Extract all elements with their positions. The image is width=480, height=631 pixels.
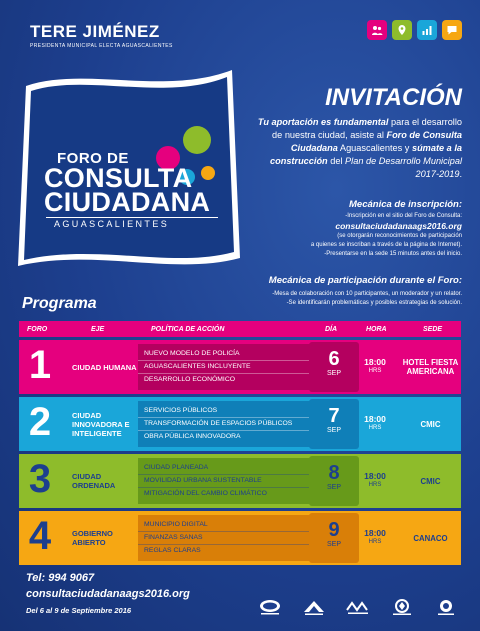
invitation-text (257, 116, 462, 181)
row-politicas (138, 401, 323, 447)
row-eje: CIUDAD INNOVADORA E INTELIGENTE (72, 410, 130, 438)
flag-line2: CONSULTA (44, 163, 193, 193)
politica-item: CIUDAD PLANEADA (144, 464, 209, 471)
politica-item: MITIGACIÓN DEL CAMBIO CLIMÁTICO (138, 487, 323, 500)
dia-month: SEP (326, 370, 341, 377)
flag-line1: FORO DE (57, 150, 129, 167)
row-number: 2 (28, 400, 52, 444)
politica-item: AGUASCALIENTES INCLUYENTE (138, 360, 323, 373)
row-number: 4 (28, 514, 52, 558)
inscripcion-line3: a quienes se inscriban a través de la página de Internet). (310, 242, 462, 248)
row-eje: CIUDAD HUMANA (72, 362, 137, 372)
dia-month: SEP (326, 484, 341, 491)
header-sede: SEDE (423, 325, 443, 333)
footer-dates: Del 6 al 9 de Septiembre 2016 (26, 606, 132, 615)
hora-unit: HRS (368, 368, 382, 374)
chat-bubble-icon[interactable] (442, 20, 462, 40)
hora-time: 18:00 (364, 528, 386, 538)
inscripcion-title: Mecánica de inscripción: (349, 199, 462, 210)
row-hora (351, 454, 399, 508)
header-dia: DÍA (325, 325, 338, 333)
politica-item: DESARROLLO ECONÓMICO (138, 373, 323, 386)
row-hora (351, 340, 399, 394)
participacion-title: Mecánica de participación durante el Foro: (268, 275, 462, 286)
row-sede: CMIC (420, 476, 441, 486)
partner-logo-icon (430, 588, 462, 616)
politica-item: TRANSFORMACIÓN DE ESPACIOS PÚBLICOS (138, 417, 323, 430)
chart-icon[interactable] (417, 20, 437, 40)
footer-website-link[interactable]: consultaciudadanaags2016.org (26, 588, 190, 600)
row-number: 1 (28, 343, 52, 387)
inv-bold-2: Foro de Consulta Ciudadana (290, 130, 462, 153)
dia-number: 6 (328, 348, 340, 370)
table-row (19, 397, 461, 451)
row-eje: CIUDAD ORDENADA (72, 472, 116, 490)
table-row (19, 454, 461, 508)
brand-subtitle: PRESIDENTA MUNICIPAL ELECTA AGUASCALIENTES (30, 43, 173, 49)
footer-phone[interactable]: Tel: 994 9067 (26, 572, 95, 584)
inscripcion-line1: -Inscripción en el sitio del Foro de Consulta: (345, 213, 462, 219)
politica-item: NUEVO MODELO DE POLICÍA (144, 350, 240, 357)
inscripcion-url[interactable]: consultaciudadanaags2016.org (335, 221, 462, 231)
header-politica: POLÍTICA DE ACCIÓN (151, 325, 225, 333)
row-number: 3 (28, 457, 52, 501)
location-pin-icon[interactable] (392, 20, 412, 40)
forum-flag-logo (14, 62, 242, 272)
politica-item: FINANZAS SANAS (138, 531, 323, 544)
hora-time: 18:00 (364, 414, 386, 424)
row-sede: CANACO (413, 533, 448, 543)
sponsor-logos (254, 588, 462, 616)
row-hora (351, 397, 399, 451)
programa-table (19, 321, 461, 565)
dia-number: 8 (328, 462, 340, 484)
table-header (19, 321, 461, 337)
header-hora: HORA (366, 325, 387, 333)
participacion-line2: -Se identificarán problemáticas y posibles estrategias de solución. (286, 300, 462, 306)
dia-number: 9 (328, 519, 340, 541)
dot-orange (201, 166, 215, 180)
flag-line4: AGUASCALIENTES (54, 219, 170, 229)
row-politicas (138, 515, 323, 561)
dia-month: SEP (326, 541, 341, 548)
programa-title: Programa (22, 295, 97, 312)
participacion-line1: -Mesa de colaboración con 10 participantes, un moderador y un relator. (272, 291, 462, 297)
row-sede: CMIC (420, 419, 441, 429)
dia-number: 7 (328, 405, 340, 427)
table-row (19, 511, 461, 565)
inscripcion-body (311, 212, 462, 259)
hora-unit: HRS (368, 539, 382, 545)
coparmex-logo-icon (386, 588, 418, 616)
ccea-logo-icon (342, 588, 374, 616)
hora-unit: HRS (368, 425, 382, 431)
inv-text-c: del (327, 156, 346, 166)
politica-item: MUNICIPIO DIGITAL (144, 521, 208, 528)
politica-item: REGLAS CLARAS (138, 544, 323, 557)
dia-month: SEP (326, 427, 341, 434)
brand-name: TERE JIMÉNEZ (30, 22, 160, 41)
politica-item: OBRA PÚBLICA INNOVADORA (138, 430, 323, 443)
politica-item: SERVICIOS PÚBLICOS (144, 407, 218, 414)
row-politicas (138, 458, 323, 504)
hora-unit: HRS (368, 482, 382, 488)
canadevi-logo-icon (298, 588, 330, 616)
row-eje: GOBIERNO ABIERTO (72, 529, 113, 547)
inscripcion-line2: (se otorgarán reconocimientos de participación (337, 233, 462, 239)
flag-line3: CIUDADANA (44, 187, 211, 217)
dot-green (183, 126, 211, 154)
inv-bold-1: Tu aportación es fundamental (257, 117, 389, 127)
row-sede: HOTEL FIESTA AMERICANA (402, 358, 459, 376)
inv-text-a: para el desarrollo de nuestra ciudad, asiste al (272, 117, 462, 140)
participacion-body (272, 290, 462, 308)
politica-item: MOVILIDAD URBANA SUSTENTABLE (138, 474, 323, 487)
hora-time: 18:00 (364, 471, 386, 481)
header-foro: FORO (27, 325, 48, 333)
flag-divider (46, 217, 218, 218)
table-row (19, 340, 461, 394)
inv-bold-3: súmate a la construcción (269, 143, 462, 166)
social-icons (367, 20, 462, 40)
invitation-title: INVITACIÓN (325, 84, 462, 111)
cmic-logo-icon (254, 588, 286, 616)
people-icon[interactable] (367, 20, 387, 40)
inv-text-b: Aguascalientes y (337, 143, 412, 153)
brand-block (30, 22, 173, 49)
row-hora (351, 511, 399, 565)
hora-time: 18:00 (364, 357, 386, 367)
inv-italic: Plan de Desarrollo Municipal 2017-2019 (345, 156, 462, 179)
inv-end: . (459, 169, 462, 179)
row-politicas (138, 344, 323, 390)
inscripcion-line4: -Presentarse en la sede 15 minutos antes del inicio. (324, 251, 462, 257)
header-eje: EJE (91, 325, 105, 333)
